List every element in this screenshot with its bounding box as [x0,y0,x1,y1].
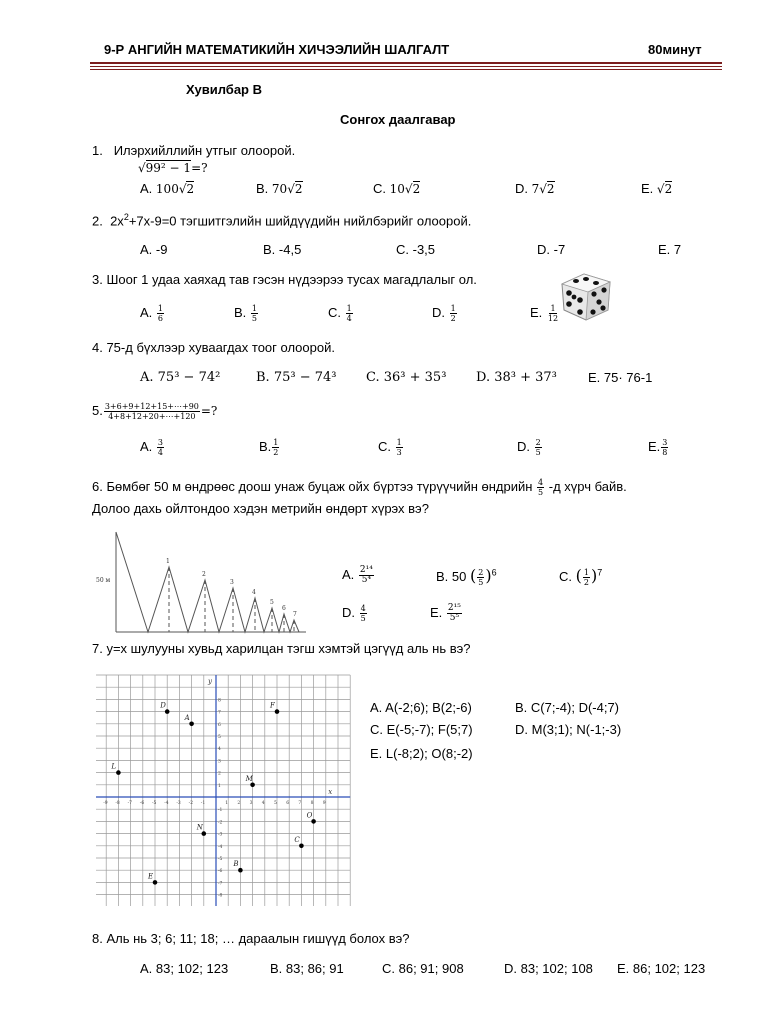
q8-option-b[interactable]: B. 83; 86; 91 [270,961,344,976]
q1-option-a[interactable]: A. 100√2 [140,181,195,196]
tick-label: -3 [218,832,223,838]
point-a [189,722,194,727]
q1-option-d[interactable]: D. 7√2 [515,181,555,196]
tick-label: -9 [103,801,108,806]
exam-title: 9-Р АНГИЙН МАТЕМАТИКИЙН ХИЧЭЭЛИЙН ШАЛГАЛТ [104,42,450,57]
q4-option-b[interactable]: B. 75³ − 74³ [256,370,337,385]
point-l [116,770,121,775]
q4-option-a[interactable]: A. 75³ − 74² [140,370,221,385]
tick-label: 8 [310,801,314,806]
tick-label: -1 [200,801,206,806]
tick-label: 9 [322,801,326,806]
bounce-label: 3 [230,579,234,586]
q1-option-e[interactable]: E. √2 [641,181,673,196]
tick-label: -5 [218,857,223,862]
q3-text: 3. Шоог 1 удаа хаяхад тав гэсэн нүдээрээ тусах магадлалыг ол. [92,272,477,287]
variant-label: Хувилбар В [186,82,263,97]
q5-option-a[interactable]: A. $\frac{3}{4}$ [140,438,164,457]
point-f [275,709,280,714]
dice-image [558,266,614,322]
tick-label: -2 [218,820,223,826]
q6-text: 6. Бөмбөг 50 м өндрөөс доош унаж буцаж ойх бүртээ түрүүчийн өндрийн $\frac{4}{5}$ -д хүрч байв. [92,478,627,497]
q8-option-c[interactable]: C. 86; 91; 908 [382,961,464,976]
tick-label: -5 [152,801,157,806]
point-label: C [294,835,300,844]
bounce-label: 6 [282,605,286,612]
tick-label: -8 [115,801,120,806]
tick-label: 2 [218,771,221,777]
point-label: F [270,701,275,710]
point-label: B [233,860,239,869]
bounce-label: 2 [202,571,206,578]
q2-option-e[interactable]: E. 7 [658,242,682,257]
point-e [153,880,158,885]
q1-option-b[interactable]: B. 70√2 [256,181,303,196]
q7-option-d[interactable]: D. M(3;1); N(-1;-3) [515,722,622,737]
q3-option-c[interactable]: C. $\frac{1}{4}$ [328,304,352,323]
tick-label: 5 [218,735,221,740]
q2-option-c[interactable]: C. -3,5 [396,242,436,257]
q8-option-e[interactable]: E. 86; 102; 123 [617,961,706,976]
header-rule [90,62,722,64]
point-c [299,844,304,849]
tick-label: 6 [286,801,290,806]
q4-text: 4. 75-д бүхлээр хуваагдах тоог олоорой. [92,340,335,355]
q1-option-c[interactable]: C. 10√2 [373,181,421,196]
tick-label: 3 [218,759,221,765]
q3-option-a[interactable]: A. $\frac{1}{6}$ [140,304,164,323]
tick-label: -6 [139,801,145,806]
tick-label: 6 [218,722,221,728]
tick-label: 3 [249,801,253,806]
point-label: E [148,872,154,881]
q4-option-e[interactable]: E. 75· 76-1 [588,370,653,385]
point-o [311,819,316,824]
point-m [250,783,255,788]
bounce-diagram [94,528,310,638]
q2-option-d[interactable]: D. -7 [537,242,566,257]
tick-label: -2 [188,801,193,806]
q6-option-e[interactable]: E. $\frac{\text{2¹⁵}}{\text{5⁵}}$ [430,603,461,623]
q3-option-b[interactable]: B. $\frac{1}{5}$ [234,304,258,323]
point-label: M [245,774,253,783]
tick-label: 7 [298,801,302,806]
tick-label: 7 [218,710,221,716]
q7-option-e[interactable]: E. L(-8;2); O(8;-2) [370,746,473,761]
q5-option-d[interactable]: D. $\frac{2}{5}$ [517,438,541,457]
tick-label: 1 [218,783,221,789]
header-rule [90,66,722,67]
q5-option-e[interactable]: E. $\frac{3}{8}$ [648,438,668,457]
point-n [202,831,207,836]
q2-text: 2. $2x^2+7x-9=0$ тэгшитгэлийн шийдүүдийн нийлбэрийг олоорой. [92,212,472,229]
height-label: 50 м [96,577,111,584]
q8-option-d[interactable]: D. 83; 102; 108 [504,961,593,976]
q5-expression: 5. $\frac{3+6+9+12+15+\cdots+90}{4+8+12+20+\cdots+120}$ =? [92,402,218,421]
point-label: D [160,701,166,710]
point-b [238,868,243,873]
tick-label: -7 [218,881,223,887]
q6-option-b[interactable]: B. 50 ( $\frac{2}{5}$ )$^6$ [436,566,497,588]
q7-option-a[interactable]: A. A(-2;6); B(2;-6) [370,700,472,715]
q4-option-c[interactable]: C. 36³ + 35³ [366,370,447,385]
x-axis-label: x [328,788,333,796]
y-axis-label: y [208,677,212,686]
bounce-label: 4 [252,589,256,596]
q5-option-c[interactable]: C. $\frac{1}{3}$ [378,438,402,457]
q3-option-e[interactable]: E. $\frac{1}{12}$ [530,304,559,323]
q1-expression: √99² − 1=? [138,161,208,175]
q6-text-line2: Долоо дахь ойлтондоо хэдэн метрийн өндөрт хүрэх вэ? [92,501,429,516]
tick-label: -8 [218,893,223,899]
tick-label: -6 [218,869,223,875]
q7-text: 7. y=x шулууны хувьд харилцан тэгш хэмтэй цэгүүд аль нь вэ? [92,641,471,656]
header-rule [90,69,722,70]
bounce-label: 7 [293,611,297,618]
tick-label: -3 [176,801,181,806]
tick-label: 5 [274,801,277,806]
point-d [165,709,170,714]
bounce-label: 5 [270,599,274,606]
section-title: Сонгох даалгавар [340,112,456,127]
tick-label: -1 [218,808,223,814]
coordinate-grid [96,668,360,906]
q6-option-a[interactable]: A. $\frac{\text{2¹⁴}}{\text{5⁴}}$ [342,565,373,585]
q7-option-c[interactable]: C. E(-5;-7); F(5;7) [370,722,473,737]
tick-label: 2 [237,801,241,806]
q6-option-c[interactable]: C. ( $\frac{1}{2}$ )$^7$ [559,566,603,588]
q1-text: 1. Илэрхийллийн утгыг олоорой. [92,143,296,158]
q7-option-b[interactable]: B. C(7;-4); D(-4;7) [515,700,620,715]
tick-label: -4 [218,844,223,850]
tick-label: -4 [164,801,169,806]
tick-label: -7 [127,801,132,806]
tick-label: 4 [261,801,265,806]
q6-option-d[interactable]: D. $\frac{4}{5}$ [342,604,366,623]
tick-label: 8 [218,698,221,704]
exam-duration: 80минут [648,42,702,57]
point-label: A [184,713,190,722]
tick-label: 4 [218,747,221,753]
q8-option-a[interactable]: A. 83; 102; 123 [140,961,229,976]
bounce-label: 1 [166,558,170,565]
q2-option-b[interactable]: B. -4,5 [263,242,302,257]
point-label: N [196,823,203,832]
q4-option-d[interactable]: D. 38³ + 37³ [476,370,557,385]
q3-option-d[interactable]: D. $\frac{1}{2}$ [432,304,456,323]
point-label: L [111,762,117,771]
tick-label: 1 [225,801,229,806]
point-label: O [306,811,313,820]
q2-option-a[interactable]: A. -9 [140,242,168,257]
q8-text: 8. Аль нь 3; 6; 11; 18; … дараалын гишүүд болох вэ? [92,931,410,946]
q5-option-b[interactable]: B. $\frac{1}{2}$ [259,438,279,457]
